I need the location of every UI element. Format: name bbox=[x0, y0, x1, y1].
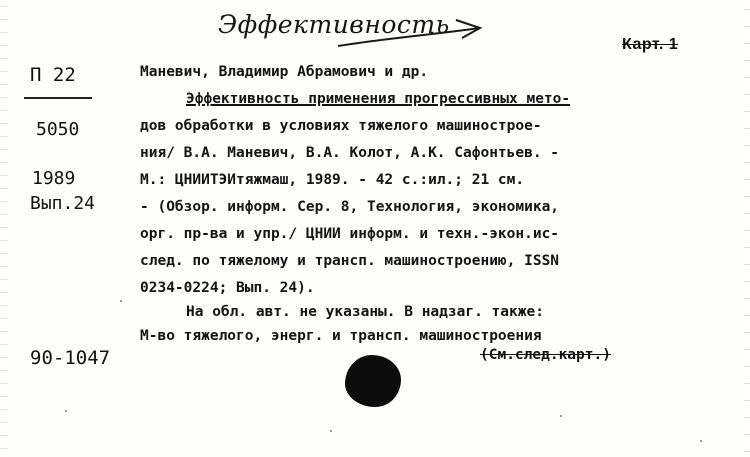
entry-line bbox=[186, 91, 570, 107]
dust-speck bbox=[700, 440, 702, 442]
entry-line: орг. пр-ва и упр./ ЦНИИ информ. и техн.-экон.ис- bbox=[140, 226, 560, 242]
card-number: Карт. 1 bbox=[622, 36, 679, 53]
entry-line: М.: ЦНИИТЭИтяжмаш, 1989. - 42 с.:ил.; 21 см. bbox=[140, 172, 525, 188]
dust-speck bbox=[65, 410, 67, 412]
accession-number: 5050 bbox=[36, 119, 80, 140]
shelf-mark: П 22 bbox=[30, 64, 76, 86]
card-reference-number: 90-1047 bbox=[30, 347, 111, 369]
entry-title-cont: дов обработки в условиях тяжелого машинострое- bbox=[140, 118, 542, 134]
entry-note: На обл. авт. не указаны. В надзаг. также: bbox=[186, 304, 544, 320]
dust-speck bbox=[120, 300, 122, 302]
subject-heading-text: Эффективность bbox=[218, 10, 450, 39]
entry-line: - (Обзор. информ. Сер. 8, Технология, экономика, bbox=[140, 199, 560, 215]
entry-note: М-во тяжелого, энерг. и трансп. машиностроения bbox=[140, 328, 542, 344]
shelf-mark-underline bbox=[24, 97, 92, 99]
publication-year: 1989 bbox=[32, 168, 76, 189]
dust-speck bbox=[330, 430, 332, 432]
issue-number: Вып.24 bbox=[30, 193, 96, 214]
entry-title-text: Эффективность применения прогрессивных мето- bbox=[186, 91, 571, 107]
card-edge-right bbox=[744, 0, 750, 457]
entry-line: 0234-0224; Вып. 24). bbox=[140, 280, 315, 296]
see-next-card: (См.след.карт.) bbox=[480, 347, 611, 363]
punch-hole bbox=[345, 355, 401, 407]
heading-strike-mark bbox=[218, 8, 488, 54]
card-edge-left bbox=[0, 0, 8, 457]
entry-line: Маневич, Владимир Абрамович и др. bbox=[140, 64, 429, 80]
dust-speck bbox=[560, 415, 562, 417]
entry-line bbox=[140, 118, 542, 134]
entry-line: ния/ В.А. Маневич, В.А. Колот, А.К. Сафонтьев. - bbox=[140, 145, 560, 161]
entry-line: след. по тяжелому и трансп. машиностроению, ISSN bbox=[140, 253, 560, 269]
subject-heading bbox=[218, 8, 478, 50]
